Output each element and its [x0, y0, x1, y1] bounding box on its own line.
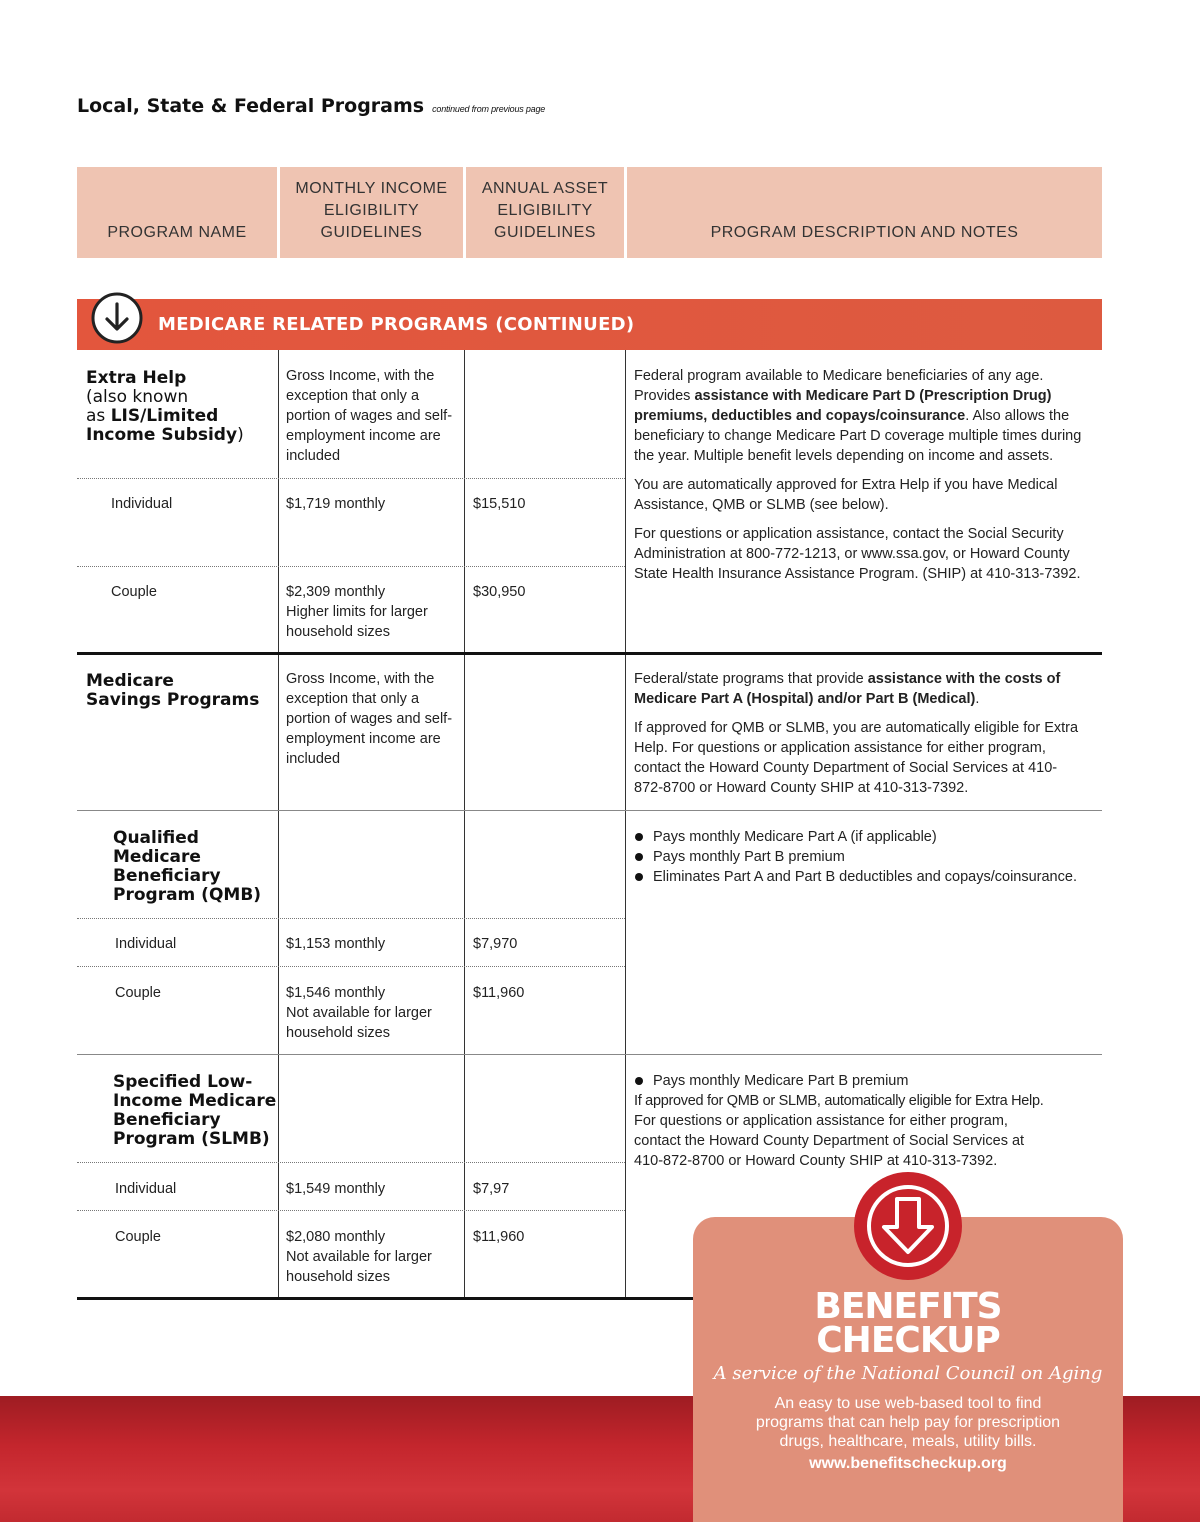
col-header-program-name: PROGRAM NAME: [77, 167, 277, 258]
page-title-text: Local, State & Federal Programs: [77, 95, 425, 117]
income-value: $1,153 monthly: [286, 936, 386, 952]
section-divider: [77, 652, 1102, 655]
row-label-individual: Individual: [115, 1181, 177, 1197]
asset-value: $11,960: [473, 985, 525, 1001]
promo-url[interactable]: www.benefitscheckup.org: [809, 1455, 1007, 1472]
program-name-extra-help: Extra Help (also known as LIS/Limited Income Subsidy): [86, 368, 244, 445]
asset-value: $7,97: [473, 1181, 510, 1197]
column-divider: [625, 350, 626, 1300]
row-divider: [77, 810, 1102, 811]
description-slmb: Pays monthly Medicare Part B premium If approved for QMB or SLMB, automatically eligible for Extra Help. For questions or application assistance for either program, contact the Howard County Department of Social Services at 410-872-8700 or Howard County SHIP at 410-313-7392.: [634, 1071, 1094, 1171]
table-bottom-rule: [77, 1297, 693, 1300]
asset-value: $11,960: [473, 1229, 525, 1245]
list-item: Pays monthly Part B premium: [634, 847, 1094, 867]
col-header-description: PROGRAM DESCRIPTION AND NOTES: [627, 167, 1102, 258]
program-name-slmb: Specified Low- Income Medicare Beneficiary Program (SLMB): [113, 1072, 277, 1149]
income-value: $2,309 monthly Higher limits for larger household sizes: [286, 584, 428, 640]
asset-value: $7,970: [473, 936, 518, 952]
continued-note: continued from previous page: [432, 104, 546, 114]
column-divider: [278, 350, 279, 1300]
income-value: $2,080 monthly Not available for larger household sizes: [286, 1229, 432, 1285]
row-divider: [77, 918, 625, 919]
income-note: Gross Income, with the exception that only a portion of wages and self- employment income are included: [286, 368, 453, 464]
row-divider: [77, 478, 625, 479]
income-value: $1,719 monthly: [286, 496, 386, 512]
row-label-couple: Couple: [115, 985, 161, 1001]
row-divider: [77, 1162, 625, 1163]
row-divider: [77, 1054, 1102, 1055]
promo-tagline: A service of the National Council on Aging: [713, 1363, 1103, 1384]
section-title: MEDICARE RELATED PROGRAMS (CONTINUED): [158, 314, 635, 335]
column-divider: [464, 350, 465, 1300]
list-item: Pays monthly Medicare Part A (if applicable): [634, 827, 1094, 847]
income-note: Gross Income, with the exception that only a portion of wages and self- employment income are included: [286, 671, 453, 767]
description-msp: Federal/state programs that provide assistance with the costs of Medicare Part A (Hospital) and/or Part B (Medical). If approved for QMB or SLMB, you are automatically eligible for Extra Help. For questions or application assistance for either program, contact the Howard County Department of Social Services at 410-872-8700 or Howard County SHIP at 410-313-7392.: [634, 671, 1079, 796]
brand-line: BENEFITS: [814, 1286, 1002, 1327]
promo-blurb: An easy to use web-based tool to find programs that can help pay for prescription drugs, healthcare, meals, utility bills.: [755, 1395, 1061, 1450]
income-value: $1,549 monthly: [286, 1181, 386, 1197]
asset-value: $30,950: [473, 584, 526, 600]
row-divider: [77, 1210, 625, 1211]
asset-value: $15,510: [473, 496, 526, 512]
description-extra-help: Federal program available to Medicare beneficiaries of any age. Provides assistance with Medicare Part D (Prescription Drug) premiums, deductibles and copays/coinsurance. Also allows the beneficiary to change Medicare Part D coverage multiple times during the year. Multiple benefit levels depending on income and assets. You are automatically approved for Extra Help if you have Medical Assistance, QMB or SLMB (see below). For questions or application assistance, contact the Social Security Administration at 800-772-1213, or www.ssa.gov, or Howard County State Health Insurance Assistance Program. (SHIP) at 410-313-7392.: [634, 368, 1082, 582]
income-value: $1,546 monthly Not available for larger household sizes: [286, 985, 432, 1041]
list-item: Eliminates Part A and Part B deductibles and copays/coinsurance.: [634, 867, 1094, 887]
page-title: [77, 95, 545, 117]
col-header-monthly-income: MONTHLY INCOME ELIGIBILITY GUIDELINES: [280, 167, 463, 258]
row-divider: [77, 966, 625, 967]
list-item: Pays monthly Medicare Part B premium: [634, 1071, 1094, 1091]
section-bar: [77, 299, 1102, 350]
down-arrow-circle-icon: [91, 292, 143, 344]
row-label-couple: Couple: [115, 1229, 161, 1245]
col-header-annual-asset: ANNUAL ASSET ELIGIBILITY GUIDELINES: [466, 167, 624, 258]
bullets-qmb: [634, 827, 1094, 887]
row-label-individual: Individual: [115, 936, 177, 952]
row-divider: [77, 566, 625, 567]
row-label-couple: Couple: [111, 584, 157, 600]
program-name-qmb: Qualified Medicare Beneficiary Program (QMB): [113, 828, 262, 905]
brand-line: CHECKUP: [816, 1320, 1000, 1361]
row-label-individual: Individual: [111, 496, 173, 512]
down-arrow-circle-icon: [853, 1171, 963, 1281]
program-name-msp: Medicare Savings Programs: [86, 671, 260, 710]
